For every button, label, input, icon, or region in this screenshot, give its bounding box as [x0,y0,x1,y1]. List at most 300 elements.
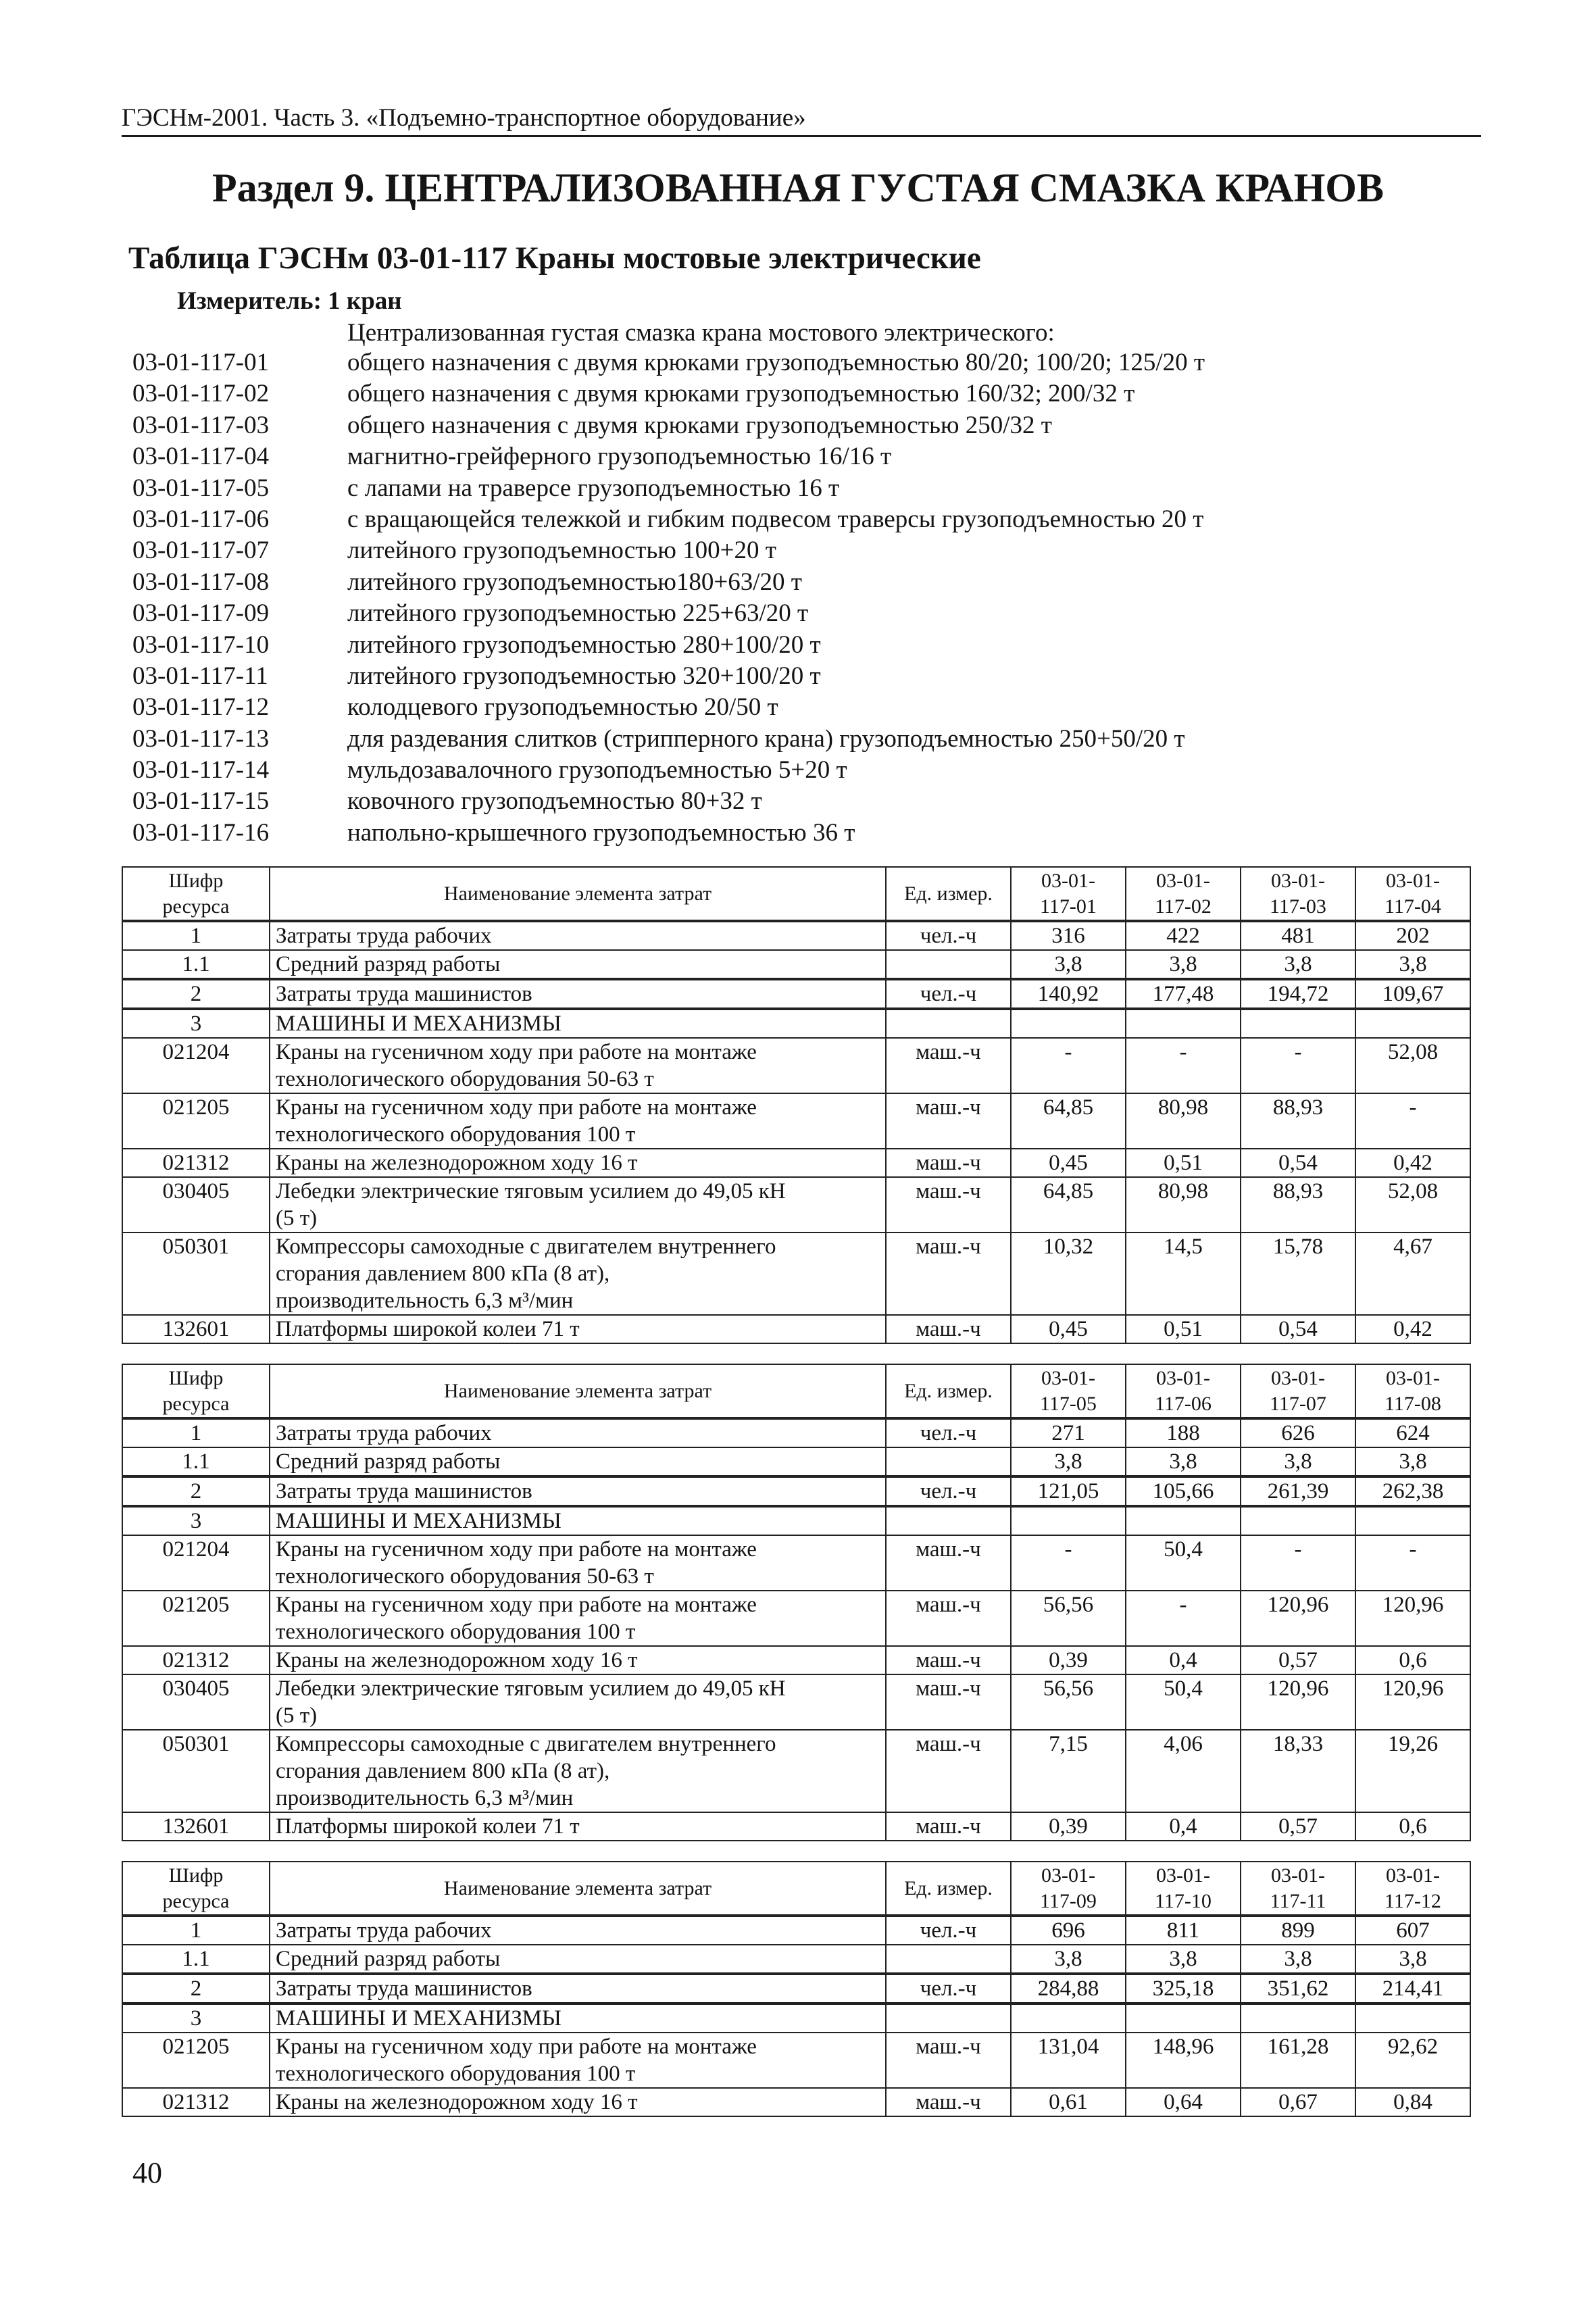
cell-code: 021312 [122,1149,270,1177]
cell-value: - [1355,1535,1470,1591]
code-number: 03-01-117-14 [132,756,270,785]
cell-value: 0,4 [1126,1646,1241,1674]
table-row [122,950,1470,979]
table-row [122,1315,1470,1343]
cell-value: 3,8 [1241,1945,1355,1974]
cell-value: 121,05 [1011,1476,1126,1506]
cell-code: 030405 [122,1177,270,1233]
cell-value: 4,67 [1355,1233,1470,1315]
resource-table-2 [122,1364,1471,1841]
cell-unit: маш.-ч [886,1233,1011,1315]
cell-value [1011,1506,1126,1535]
code-description: для раздевания слитков (стрипперного крана) грузоподъемностью 250+50/20 т [347,724,1185,753]
cell-name [270,1535,886,1591]
col-header-norm [1355,1364,1470,1418]
cell-value [1011,2003,1126,2033]
col-header-norm [1011,1364,1126,1418]
col-header-norm [1241,867,1355,921]
cell-value: 3,8 [1011,1945,1126,1974]
resource-table-1 [122,866,1471,1344]
cell-name [270,1009,886,1038]
cell-value: 0,6 [1355,1646,1470,1674]
text-line: технологического оборудования 100 т [276,1620,636,1644]
code-number: 03-01-117-08 [132,568,270,596]
table-row [122,1093,1470,1149]
code-item [132,755,1484,786]
cell-value: 0,51 [1126,1149,1241,1177]
text-line: Затраты труда машинистов [276,1479,532,1503]
cell-code: 021205 [122,2033,270,2088]
table-row [122,2003,1470,2033]
cell-value: 3,8 [1126,1447,1241,1476]
text-line: 117-05 [1040,1392,1097,1415]
text-line: Затраты труда машинистов [276,982,532,1006]
cell-value: 64,85 [1011,1177,1126,1233]
table-row [122,1447,1470,1476]
cell-value: 0,54 [1241,1315,1355,1343]
text-line: Лебедки электрические тяговым усилием до 49,05 кН [276,1179,786,1203]
cell-value: 120,96 [1355,1674,1470,1730]
text-line: 03-01- [1156,1864,1210,1887]
table-row [122,1177,1470,1233]
code-number: 03-01-117-11 [132,662,268,690]
table-row [122,1730,1470,1812]
cell-value [1126,2003,1241,2033]
text-line: 03-01- [1156,869,1210,892]
cell-value: 262,38 [1355,1476,1470,1506]
code-item [132,567,1484,598]
text-line: 03-01- [1041,1366,1095,1389]
cell-value: 0,42 [1355,1149,1470,1177]
cell-value: 3,8 [1011,1447,1126,1476]
table-row [122,921,1470,950]
code-number: 03-01-117-05 [132,474,270,502]
code-description: с лапами на траверсе грузоподъемностью 16 т [347,474,840,502]
cell-code: 030405 [122,1674,270,1730]
text-line: Краны на железнодорожном ходу 16 т [276,1151,638,1175]
cell-value: 0,45 [1011,1315,1126,1343]
text-line: 117-01 [1040,895,1097,918]
cell-value: 0,4 [1126,1812,1241,1841]
cell-code: 021204 [122,1535,270,1591]
col-header-norm [1126,1364,1241,1418]
table-row [122,1535,1470,1591]
table-title: Таблица ГЭСНм 03-01-117 Краны мостовые электрические [128,241,981,276]
cell-name [270,950,886,979]
code-number: 03-01-117-09 [132,599,270,628]
col-header-name: Наименование элемента затрат [270,1862,886,1916]
cell-code: 132601 [122,1812,270,1841]
col-header-norm [1355,867,1470,921]
cell-code: 1.1 [122,950,270,979]
code-number: 03-01-117-01 [132,349,270,376]
cell-value: - [1126,1591,1241,1646]
text-line: 117-02 [1155,895,1212,918]
cell-unit: маш.-ч [886,1646,1011,1674]
cell-name [270,1730,886,1812]
table-row [122,1945,1470,1974]
text-line: 03-01- [1386,1864,1440,1887]
cell-name [270,1233,886,1315]
cell-name [270,1177,886,1233]
text-line: 117-07 [1270,1392,1326,1415]
code-item [132,535,1484,566]
code-item [132,661,1484,692]
code-number: 03-01-117-12 [132,693,270,722]
table-header-row [122,1862,1470,1916]
text-line: сгорания давлением 800 кПа (8 ат), [276,1262,610,1286]
text-line: 03-01- [1156,1366,1210,1389]
cell-name [270,979,886,1009]
cell-code: 3 [122,2003,270,2033]
col-header-norm [1126,867,1241,921]
cell-value: 0,45 [1011,1149,1126,1177]
cell-code: 1 [122,1418,270,1447]
text-line: 03-01- [1271,1864,1325,1887]
code-description: литейного грузоподъемностью 225+63/20 т [347,599,809,628]
col-header-name: Наименование элемента затрат [270,867,886,921]
table-row [122,1974,1470,2003]
cell-value: 148,96 [1126,2033,1241,2088]
running-header: ГЭСНм-2001. Часть 3. «Подъемно-транспортное оборудование» [122,103,1481,137]
cell-value: 50,4 [1126,1674,1241,1730]
text-line: ресурса [162,1889,230,1912]
cell-value: 52,08 [1355,1177,1470,1233]
text-line: Шифр [168,869,224,892]
cell-value: 88,93 [1241,1093,1355,1149]
cell-unit [886,2003,1011,2033]
cell-name [270,1812,886,1841]
cell-name [270,1974,886,2003]
cell-value: 899 [1241,1916,1355,1945]
table-row [122,1916,1470,1945]
text-line: ресурса [162,1392,230,1415]
cell-value: 120,96 [1241,1591,1355,1646]
table-row [122,1038,1470,1093]
cell-unit: чел.-ч [886,1418,1011,1447]
cell-name [270,1646,886,1674]
table-row [122,2033,1470,2088]
cell-value: 188 [1126,1418,1241,1447]
code-item [132,347,1484,378]
cell-unit: маш.-ч [886,1177,1011,1233]
code-item [132,692,1484,723]
cell-name [270,1506,886,1535]
text-line: (5 т) [276,1703,318,1728]
text-line: 03-01- [1271,1366,1325,1389]
cell-value: 10,32 [1011,1233,1126,1315]
text-line: Краны на гусеничном ходу при работе на монтаже [276,1040,757,1064]
text-line: 03-01- [1041,869,1095,892]
text-line: Средний разряд работы [276,1449,501,1474]
col-header-norm [1355,1862,1470,1916]
col-header-unit: Ед. измер. [886,1364,1011,1418]
cell-value [1355,2003,1470,2033]
cell-value [1126,1506,1241,1535]
cell-name [270,2033,886,2088]
text-line: 03-01- [1386,869,1440,892]
code-item [132,441,1484,472]
table-row [122,1591,1470,1646]
cell-unit [886,1009,1011,1038]
text-line: Затраты труда рабочих [276,924,492,948]
code-description: литейного грузоподъемностью 100+20 т [347,537,776,565]
col-header-name: Наименование элемента затрат [270,1364,886,1418]
table-header-row [122,867,1470,921]
cell-name [270,1674,886,1730]
cell-name [270,921,886,950]
code-description: общего назначения с двумя крюками грузоподъемностью 250/32 т [347,411,1052,439]
cell-value: 325,18 [1126,1974,1241,2003]
cell-value: 64,85 [1011,1093,1126,1149]
code-item [132,630,1484,661]
code-item [132,378,1484,409]
code-item [132,786,1484,817]
table-row [122,1506,1470,1535]
cell-unit: чел.-ч [886,1916,1011,1945]
cell-value: 14,5 [1126,1233,1241,1315]
text-line: (5 т) [276,1206,318,1230]
text-line: Компрессоры самоходные с двигателем внутреннего [276,1732,776,1756]
code-description: магнитно-грейферного грузоподъемностью 16/16 т [347,443,892,471]
cell-value [1241,1506,1355,1535]
text-line: Платформы широкой колеи 71 т [276,1814,580,1839]
cell-value: 52,08 [1355,1038,1470,1093]
code-number: 03-01-117-02 [132,380,270,408]
text-line: МАШИНЫ И МЕХАНИЗМЫ [276,2006,562,2031]
cell-code: 021312 [122,1646,270,1674]
text-line: 117-12 [1385,1889,1441,1912]
cell-unit: маш.-ч [886,1674,1011,1730]
cell-code: 1.1 [122,1447,270,1476]
code-number: 03-01-117-03 [132,411,270,439]
cell-value: 0,57 [1241,1812,1355,1841]
cell-value: 120,96 [1241,1674,1355,1730]
cell-unit: маш.-ч [886,1038,1011,1093]
cell-code: 2 [122,1974,270,2003]
cell-value: 105,66 [1126,1476,1241,1506]
cell-value: 202 [1355,921,1470,950]
cell-value [1355,1506,1470,1535]
code-item [132,724,1484,755]
cell-unit [886,1945,1011,1974]
code-description: мульдозавалочного грузоподъемностью 5+20 т [347,756,847,785]
table-row [122,1418,1470,1447]
cell-value: 3,8 [1126,1945,1241,1974]
text-line: 117-11 [1270,1889,1326,1912]
code-number: 03-01-117-07 [132,537,270,565]
code-number: 03-01-117-06 [132,505,270,533]
code-item [132,410,1484,441]
text-line: Затраты труда машинистов [276,1976,532,2001]
code-number: 03-01-117-04 [132,443,270,471]
cell-value: 0,6 [1355,1812,1470,1841]
code-item [132,598,1484,629]
cell-unit [886,950,1011,979]
cell-value: 0,64 [1126,2088,1241,2116]
text-line: 117-08 [1385,1392,1441,1415]
cell-code: 050301 [122,1730,270,1812]
col-header-norm [1011,1862,1126,1916]
cell-name [270,1591,886,1646]
cell-value: 624 [1355,1418,1470,1447]
cell-value [1241,2003,1355,2033]
resource-table-3 [122,1861,1471,2117]
cell-value: 0,84 [1355,2088,1470,2116]
cell-value: 696 [1011,1916,1126,1945]
cell-value: 422 [1126,921,1241,950]
cell-name [270,2003,886,2033]
table-row [122,1646,1470,1674]
cell-value: 0,42 [1355,1315,1470,1343]
cell-name [270,1315,886,1343]
cell-value [1011,1009,1126,1038]
cell-value: 19,26 [1355,1730,1470,1812]
text-line: Краны на гусеничном ходу при работе на монтаже [276,1537,757,1562]
text-line: Средний разряд работы [276,1947,501,1971]
code-description: с вращающейся тележкой и гибким подвесом траверсы грузоподъемностью 20 т [347,505,1204,533]
cell-value: - [1126,1038,1241,1093]
cell-name [270,1093,886,1149]
col-header-norm [1126,1862,1241,1916]
col-header-unit: Ед. измер. [886,867,1011,921]
text-line: 03-01- [1271,869,1325,892]
cell-value: - [1241,1038,1355,1093]
col-header-norm [1241,1862,1355,1916]
cell-unit: маш.-ч [886,2033,1011,2088]
code-number: 03-01-117-16 [132,818,270,847]
text-line: производительность 6,3 м³/мин [276,1289,574,1313]
cell-value [1126,1009,1241,1038]
text-line: 03-01- [1386,1366,1440,1389]
text-line: Краны на гусеничном ходу при работе на монтаже [276,1095,757,1120]
cell-unit: чел.-ч [886,1476,1011,1506]
col-header-code [122,1862,270,1916]
cell-unit [886,1447,1011,1476]
cell-value: 811 [1126,1916,1241,1945]
cell-value: 626 [1241,1418,1355,1447]
text-line: Затраты труда рабочих [276,1918,492,1943]
text-line: Шифр [168,1864,224,1887]
cell-unit: маш.-ч [886,1535,1011,1591]
table-row [122,1149,1470,1177]
code-description: колодцевого грузоподъемностью 20/50 т [347,693,778,722]
cell-value: 56,56 [1011,1674,1126,1730]
code-description: напольно-крышечного грузоподъемностью 36 т [347,818,855,847]
code-description: литейного грузоподъемностью 320+100/20 т [347,662,821,690]
cell-name [270,1149,886,1177]
cell-name [270,1418,886,1447]
cell-value: 351,62 [1241,1974,1355,2003]
section-title: Раздел 9. ЦЕНТРАЛИЗОВАННАЯ ГУСТАЯ СМАЗКА КРАНОВ [212,166,1384,210]
cell-code: 1 [122,921,270,950]
text-line: 117-06 [1155,1392,1212,1415]
text-line: сгорания давлением 800 кПа (8 ат), [276,1759,610,1783]
cell-value: 3,8 [1011,950,1126,979]
cell-value: 0,67 [1241,2088,1355,2116]
text-line: Шифр [168,1366,224,1389]
cell-value: 261,39 [1241,1476,1355,1506]
cell-code: 050301 [122,1233,270,1315]
code-number: 03-01-117-15 [132,787,270,816]
col-header-code [122,1364,270,1418]
text-line: 117-04 [1385,895,1441,918]
cell-name [270,2088,886,2116]
cell-value [1241,1009,1355,1038]
cell-code: 1.1 [122,1945,270,1974]
cell-unit [886,1506,1011,1535]
code-list [132,347,1484,849]
code-description: ковочного грузоподъемностью 80+32 т [347,787,762,816]
cell-value: 3,8 [1241,950,1355,979]
cell-code: 2 [122,979,270,1009]
cell-code: 021204 [122,1038,270,1093]
cell-value: - [1011,1535,1126,1591]
cell-value: 3,8 [1241,1447,1355,1476]
cell-name [270,1447,886,1476]
cell-value: - [1011,1038,1126,1093]
cell-value: 80,98 [1126,1093,1241,1149]
cell-unit: маш.-ч [886,1093,1011,1149]
cell-name [270,1476,886,1506]
col-header-unit: Ед. измер. [886,1862,1011,1916]
cell-value: 92,62 [1355,2033,1470,2088]
cell-value: 131,04 [1011,2033,1126,2088]
text-line: Лебедки электрические тяговым усилием до 49,05 кН [276,1676,786,1701]
cell-value: 56,56 [1011,1591,1126,1646]
cell-value: 80,98 [1126,1177,1241,1233]
text-line: 117-10 [1155,1889,1212,1912]
cell-code: 1 [122,1916,270,1945]
cell-unit: маш.-ч [886,1315,1011,1343]
cell-value: 214,41 [1355,1974,1470,2003]
cell-value: 50,4 [1126,1535,1241,1591]
code-description: общего назначения с двумя крюками грузоподъемностью 160/32; 200/32 т [347,380,1135,408]
text-line: МАШИНЫ И МЕХАНИЗМЫ [276,1012,562,1036]
text-line: Затраты труда рабочих [276,1421,492,1445]
cell-unit: маш.-ч [886,1730,1011,1812]
cell-value: 15,78 [1241,1233,1355,1315]
code-description: литейного грузоподъемностью180+63/20 т [347,568,802,596]
cell-code: 021205 [122,1093,270,1149]
cell-value: 140,92 [1011,979,1126,1009]
table-row [122,1476,1470,1506]
text-line: Платформы широкой колеи 71 т [276,1317,580,1341]
text-line: технологического оборудования 100 т [276,1122,636,1147]
text-line: Краны на гусеничном ходу при работе на монтаже [276,1593,757,1617]
table-row [122,1674,1470,1730]
cell-value: 0,51 [1126,1315,1241,1343]
cell-unit: чел.-ч [886,921,1011,950]
cell-code: 021205 [122,1591,270,1646]
cell-value: 3,8 [1355,1945,1470,1974]
table-row [122,1812,1470,1841]
cell-value: 284,88 [1011,1974,1126,2003]
cell-value: 3,8 [1126,950,1241,979]
cell-value: 271 [1011,1418,1126,1447]
text-line: технологического оборудования 50-63 т [276,1067,654,1091]
table-row [122,1009,1470,1038]
code-item [132,473,1484,504]
cell-value: 18,33 [1241,1730,1355,1812]
cell-value: - [1241,1535,1355,1591]
cell-value: 481 [1241,921,1355,950]
text-line: 117-09 [1040,1889,1097,1912]
cell-unit: маш.-ч [886,1812,1011,1841]
cell-value: 177,48 [1126,979,1241,1009]
cell-code: 3 [122,1009,270,1038]
code-number: 03-01-117-13 [132,724,270,753]
